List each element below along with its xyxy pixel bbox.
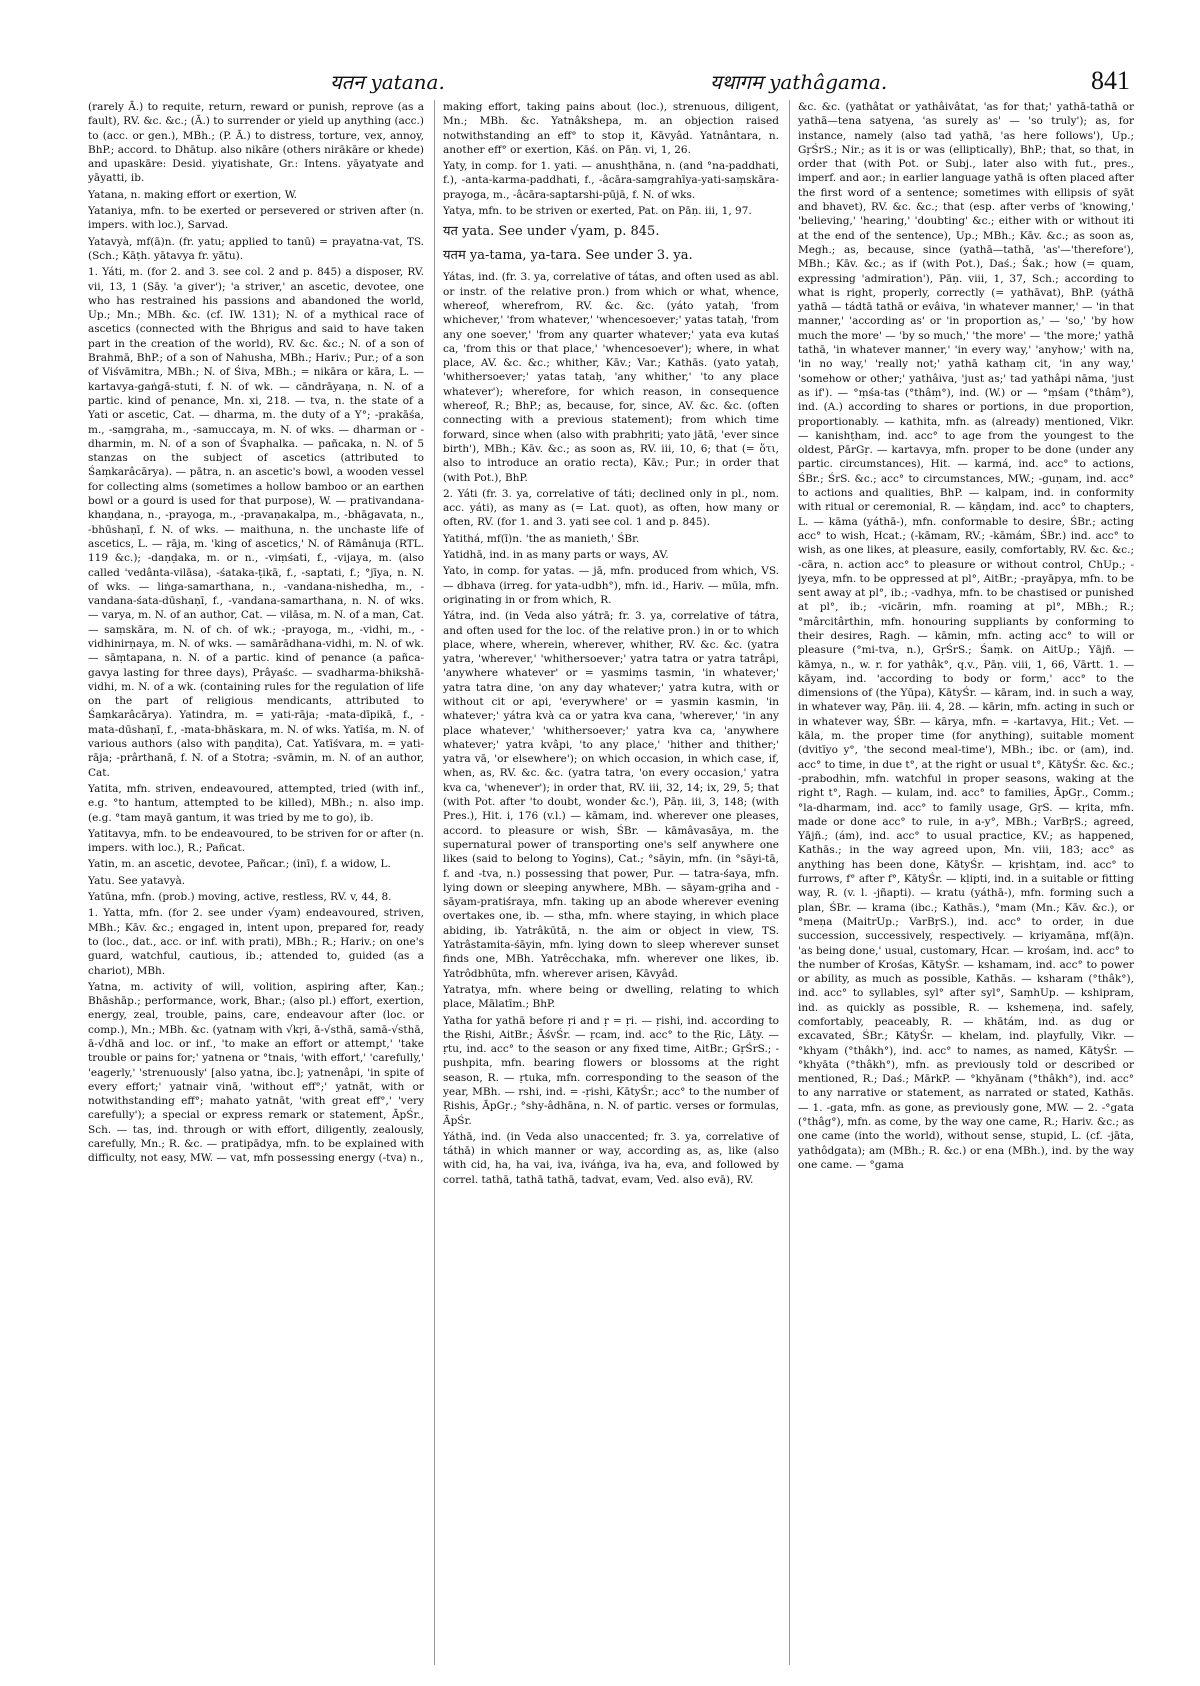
column-2 [443, 100, 779, 1665]
running-head-right: यथागम yathâgama. [710, 70, 888, 94]
column-divider [789, 100, 790, 1665]
entry-paragraph: Yátra, ind. (in Veda also yátrā; fr. 3. ya, correlative of tátra, and often used for the loc. of the relative pron.) in or to which place, where, wherein, wherever, whither, RV. &c. &c. (yatra yatra, 'wherever,' 'whithersoever;' yatra tatra or yatra tatrâpi, 'anywhere whatever' or = yasmiṃs tasmin, 'in whatever;' yatra tatra dine, 'on any day whatever;' yatra kutra, with or without cit or api, 'everywhere' or = yasmin kasmin, 'in whatever;' yátra kvà ca or yatra kva cana, 'wherever,' 'in any place whatever,' 'whithersoever;' yatra kva ca, 'anywhere whatever;' yatra kvâpi, 'to any place,' 'hither and thither;' yatra vā, 'or elsewhere'); on which occasion, in which case, if, when, as, RV. &c. &c. (yatra tatra, 'on every occasion,' yatra kva ca, 'whenever'); in order that, RV. iii, 32, 14; ix, 29, 5; that (with Pot. after 'to doubt, wonder &c.'), Pāṇ. iii, 3, 148; (with Pres.), Hit. i, 176 (v.l.) — kāmam, ind. wherever one pleases, accord. to pleasure or wish, ŚBr. — kāmâvasāya, m. the supernatural power of transporting one's self anywhere one likes (said to belong to Yogins), Cat.; °sāyin, mfn. (in °sāyi-tā, f. and -tva, n.) possessing that power, Pur. — tatra-śaya, mfn. lying down or sleeping anywhere, MBh. — sāyam-gṛiha and -sāyam-pratiśraya, mfn. taking up an abode wherever evening overtakes one, ib. — stha, mfn. where staying, in which place abiding, ib. Yatrâkūtā, n. the aim or object in view, TS. Yatrâstamita-śāyin, mfn. lying down to sleep wherever sunset finds one, MBh. Yatrêcchaka, mfn. wherever one likes, ib. Yatrôdbhūta, mfn. wherever arisen, Kāvyâd. [443, 610, 779, 980]
headword-line: यतम ya-tama, ya-tara. See under 3. ya. [443, 248, 693, 264]
entry-paragraph: Yatna, m. activity of will, volition, aspiring after, Kaṇ.; Bhāshāp.; performance, work, Bhar.; (also pl.) effort, exertion, energy, zeal, trouble, pains, care, endeavour after (loc. or comp.), Mn.; MBh. &c. (yatnaṃ with √kṛi, ā-√sthā, samā-√sthā, ā-√dhā and loc. or inf., 'to make an effort or attempt,' 'take trouble or pains for;' yatnena or °tnais, 'with effort,' 'carefully,' 'eagerly,' 'strenuously' [also yatna, ibc.]; yatnenâpi, 'in spite of every effort;' yatnair vinā, 'without eff°;' yatnāt, with or notwithstanding eff°; mahato yatnāt, 'with great eff°,' 'very carefully'); a special or express remark or statement, ĀpŚr., Sch. — tas, ind. through or with effort, diligently, zealously, carefully, Mn.; R. &c. — pratipādya, mfn. to be explained with difficulty, not easy, MW. — vat, mfn possessing energy (-tva) n., [88, 980, 424, 1165]
entry-paragraph: Yatithá, mf(ī)n. 'the as manieth,' ŚBr. [443, 532, 640, 545]
entry-paragraph: Yáthā, ind. (in Veda also unaccented; fr. 3. ya, correlative of táthā) in which manner or way, according as, as, like (also with cid, ha, ha vai, iva, iváṅga, iva ha, eva, and followed by correl. tathā, tathā tathā, tadvat, evam, Ved. also evā), RV. [443, 1130, 779, 1186]
running-head-left: यतन yatana. [330, 70, 445, 94]
entry-paragraph: 1. Yáti, m. (for 2. and 3. see col. 2 and p. 845) a disposer, RV. vii, 13, 1 (Sāy. 'a giver'); 'a striver,' an ascetic, devotee, one who has restrained his passions and abandoned the world, Up.; Mn.; MBh. &c. (cf. IW. 131); N. of a mythical race of ascetics (connected with the Bhṛigus and said to have taken part in the creation of the world), RV. &c. &c.; N. of a son of Brahmā, BhP.; of a son of Nahusha, MBh.; Hariv.; Pur.; of a son of Viśvāmitra, MBh.; N. of Śiva, MBh.; = nikāra or kāra, L. — kartavya-gaṅgā-stuti, f. N. of wk. — cāndrāyaṇa, n. N. of a partic. kind of penance, Mn. xi, 218. — tva, n. the state of a Yati or ascetic, Cat. — dharma, m. the duty of a Y°; -prakāśa, m., -saṃgraha, m., -samuccaya, m. N. of wks. — dharman or -dharmin, m. N. of a son of Śvaphalka. — pañcaka, n. N. of 5 stanzas on the subject of ascetics (attributed to Śaṃkarâcārya). — pātra, n. an ascetic's bowl, a wooden vessel for collecting alms (sometimes a hollow bamboo or an earthen bowl or a gourd is used for that purpose), W. — prativandana-khaṇḍana, n., -prayoga, m., -pravaṇakalpa, m., -bhāgavata, n., -bhūshaṇī, f. N. of wks. — maithuna, n. the unchaste life of ascetics, L. — rāja, m. 'king of ascetics,' N. of Rāmânuja (RTL. 119 &c.); -daṇḍaka, m. or n., -viṃśati, f., -vijaya, m. (also called 'vedânta-vilāsa), -śataka-ṭikā, f., -saptati, f.; °jīya, n. N. of wks. — liṅga-samarthana, n., -vandana-nishedha, m., -vandana-śata-dūshaṇī, f., -vandana-samarthana, n. N. of wks. — varya, m. N. of an author, Cat. — vilāsa, m. N. of a man, Cat. — saṃskāra, m. N. of ch. of wk.; -prayoga, m., -vidhi, m., -vidhinirṇaya, m. N. of wks. — samārādhana-vidhi, m. N. of wk. — sāṃtapana, n. N. of a partic. kind of penance (a pañca-gavya lasting for three days), Prâyaśc. — svadharma-bhikshā-vidhi, m. N. of a wk. (containing rules for the regulation of life on the part of religious mendicants, attributed to Śaṃkarâcārya). Yatindra, m. = yati-rāja; -mata-dīpikā, f., -mata-dūshaṇī, f., -mata-bhāskara, m. N. of wks. Yatīśa, m. N. of various authors (also with paṇḍita), Cat. Yatīśvara, m. = yati-rāja; -prârthanā, f. N. of a Stotra; -svāmin, m. N. of an author, Cat. [88, 266, 424, 779]
entry-paragraph: Yaty, in comp. for 1. yati. — anushṭhāna, n. (and °na-paddhati, f.), -anta-karma-paddhati, f., -âcāra-saṃgrahīya-yati-saṃskāra-prayoga, m., -âcāra-saptarshi-pūjā, f. N. of wks. [443, 160, 779, 201]
dictionary-columns [88, 100, 1134, 1665]
page-number: 841 [1091, 66, 1130, 95]
page-header [70, 58, 1130, 94]
entry-paragraph: Yatin, m. an ascetic, devotee, Pañcar.; (inī), f. a widow, L. [88, 858, 391, 871]
entry-paragraph: Yatitavya, mfn. to be endeavoured, to be striven for or after (n. impers. with loc.), R.; Pañcat. [88, 827, 424, 855]
entry-paragraph: 1. Yatta, mfn. (for 2. see under √yam) endeavoured, striven, MBh.; Kāv. &c.; engaged in, intent upon, prepared for, ready to (loc., dat., acc. or inf. with prati), MBh.; R.; Hariv.; on one's guard, watchful, cautious, ib.; attended to, guided (as a chariot), MBh. [88, 907, 424, 977]
entry-paragraph: Yatavyà, mf(ā)n. (fr. yatu; applied to tanū) = prayatna-vat, TS. (Sch.; Kāṭh. yātavya fr. yātu). [88, 235, 424, 262]
column-3 [798, 100, 1134, 1665]
entry-paragraph: Yatratya, mfn. where being or dwelling, relating to which place, Mālatīm.; BhP. [443, 983, 779, 1011]
entry-paragraph: Yatha for yathā before ṛi and ṛ = ṛi. — ṛishi, ind. according to the Ṛishi, AitBr.; ĀśvŚr. — ṛcam, ind. acc° to the Ṛic, Lāṭy. — ṛtu, ind. acc° to the season or any fixed time, AitBr.; GṛŚrS.; -pushpita, mfn. bearing flowers or blossoms at the right season, R. — ṛtuka, mfn. corresponding to the season of the year, MBh. — rshi, ind. = -ṛishi, KātyŚr.; acc° to the number of Ṛishis, ĀpGṛ.; °shy-âdhāna, n. N. of partic. verses or formulas, ĀpŚr. [443, 1014, 779, 1127]
entry-paragraph: Yatidhā, ind. in as many parts or ways, AV. [443, 549, 669, 562]
entry-paragraph: Yatūna, mfn. (prob.) moving, active, restless, RV. v, 44, 8. [88, 891, 392, 904]
entry-paragraph: Yátas, ind. (fr. 3. ya, correlative of tátas, and often used as abl. or instr. of the relative pron.) from which or what, whence, whereof, wherefrom, RV. &c. &c. (yáto yataḥ, 'from whichever,' 'from whatever,' 'whencesoever;' yatas tataḥ, 'from any one soever,' 'from any quarter whatever;' yata eva kutaś ca, 'from this or that place,' 'whencesoever'); where, in what place, AV. &c. &c.; whither, Kāv.; Var.; Kathās. (yato yataḥ, 'whithersoever;' yatas tataḥ, 'any whither,' 'to any place whatever'); wherefore, for which reason, in consequence whereof, R.; BhP.; as, because, for, since, AV. &c. &c. (often connecting with a previous statement); from which time forward, since when (also with prabhṛiti; yato jātā, 'ever since birth'), MBh.; Kāv. &c.; as soon as, RV. iii, 10, 6; that (= ὅτι, also to introduce an oratio recta), Kāv.; Pur.; in order that (with Pot.), BhP. [443, 271, 779, 484]
entry-paragraph: Yatu. See yatavyà. [88, 874, 186, 887]
column-divider [434, 100, 435, 1665]
entry-paragraph: Yatita, mfn. striven, endeavoured, attempted, tried (with inf., e.g. °to hantum, attempted to be killed), MBh.; n. also imp. (e.g. °tam mayā gantum, it was tried by me to go), ib. [88, 782, 424, 824]
entry-paragraph: Yataniya, mfn. to be exerted or persevered or striven after (n. impers. with loc.), Sarvad. [88, 205, 424, 232]
entry-paragraph: 2. Yáti (fr. 3. ya, correlative of táti; declined only in pl., nom. acc. yáti), as many as (= Lat. quot), as often, how many or often, RV. (for 1. and 3. yati see col. 1 and p. 845). [443, 487, 779, 529]
column-1 [88, 100, 424, 1665]
entry-paragraph: Yatana, n. making effort or exertion, W. [88, 188, 298, 201]
entry-paragraph: making effort, taking pains about (loc.), strenuous, diligent, Mn.; MBh. &c. Yatnâkshepa, m. an objection raised notwithstanding an eff° to stop it, Kāvyâd. Yatnântara, n. another eff° or exertion, Kāś. on Pāṇ. vi, 1, 26. [443, 101, 779, 156]
entry-paragraph: Yato, in comp. for yatas. — jā, mfn. produced from which, VS. — dbhava (irreg. for yata-udbh°), mfn. id., Hariv. — mūla, mfn. originating in or from which, R. [443, 565, 779, 606]
entry-paragraph: &c. &c. (yathâtat or yathâivâtat, 'as for that;' yathā-tathā or yathā—tena satyena, 'as surely as' — 'so truly'); as, for instance, namely (also tad yathā, 'as here follows'), Up.; GṛŚrS.; Nir.; as it is or was (elliptically), BhP.; that, so that, in order that (with Pot. or Subj., later also with fut., pres., imperf. and aor.; in earlier language yathā is often placed after the first word of a sentence; sometimes with ellipsis of syāt and bhavet), RV. &c. &c.; that (esp. after verbs of 'knowing,' 'believing,' 'hearing,' 'doubting' &c.; either with or without iti at the end of the sentence), Up.; MBh.; Kāv. &c.; as soon as, Megh.; as, because, since (yathā—tathā, 'as'—'therefore'), MBh.; Kāv. &c.; as if (with Pot.), Daś.; Śak.; how (= quam, expressing 'admiration'), Pāṇ. viii, 1, 37, Sch.; according to what is right, properly, correctly (= yathāvat), BhP. (yáthā yathā — tádtā tathā or evâiva, 'in whatever manner,' — 'in that manner,' 'according as' or 'in proportion as,' — 'so,' 'by how much the more' — 'by so much,' 'the more' — 'the more;' yathā tathā, 'in whatever manner,' 'in every way,' 'anyhow;' with na, 'in no way,' 'really not;' yathā kathaṃ cit, 'in any way,' 'somehow or other;' yathâiva, 'just as;' tad yathâpi nāma, 'just as if'). — °ṃśa-tas (°thâṃ°), ind. (W.) or — °ṃśam (°thâṃ°), ind. (A.) according to shares or portions, in due proportion, proportionably. — kathita, mfn. as (already) mentioned, Vikr. — kanishṭham, ind. acc° to age from the youngest to the oldest, PārGṛ. — kartavya, mfn. proper to be done (under any partic. circumstances), Hit. — karmá, ind. acc° to actions, ŚBr.; ŚrS. &c.; acc° to circumstances, MW.; -guṇam, ind. acc° to actions and qualities, BhP. — kalpam, ind. in conformity with ritual or ceremonial, R. — kāṇḍam, ind. acc° to chapters, L. — kāma (yáthā-), mfn. conformable to desire, ŚBr.; acting acc° to wish, Hcat.; (-kāmam, RV.; -kāmám, ŚBr.) ind. acc° to wish, as one likes, at pleasure, easily, comfortably, RV. &c. &c.; -cāra, n. action acc° to pleasure or without control, ChUp.; -jyeya, mfn. to be oppressed at pl°, AitBr.; -prayāpya, mfn. to be sent away at pl°, ib.; -vadhya, mfn. to be chastised or punished at pl°, ib.; -vicārin, mfn. roaming at pl°, MBh.; R.; °mârcitârthin, mfn. honouring suppliants by conforming to their desires, Ragh. — kāmin, mfn. acting acc° to will or pleasure (°mi-tva, n.), GṛŚrS.; Śaṃk. on AitUp.; Yājñ. — kāmya, n., w. r. for yathâk°, q.v., Pāṇ. viii, 1, 66, Vārtt. 1. — kāyam, ind. 'according to body or form,' acc° to the dimensions of (the Yūpa), KātyŚr. — kāram, ind. in such a way, in whatever way, Pāṇ. iii. 4, 28. — kārin, mfn. acting in such or in whatever way, ŚBr. — kārya, mfn. = -kartavya, Hit.; Vet. — kāla, m. the proper time (for anything), suitable moment (dvitīyo y°, 'the second meal-time'), MBh.; ibc. or (am), ind. acc° to time, in due t°, at the right or usual t°, KātyŚr. &c. &c.; -prabodhin, mfn. watchful in proper seasons, waking at the right t°, Ragh. — kulam, ind. acc° to families, ĀpGṛ., Comm.; °la-dharmam, ind. acc° to family usage, GṛS. — kṛita, mfn. made or done acc° to rule, in a-y°, MBh.; VarBṛS.; agreed, Yājñ.; (ám), ind. acc° to usual practice, KV.; as happened, Kathās.; in the way agreed upon, Mn. viii, 183; acc° as anything has been done, KātyŚr. — kṛishṭam, ind. acc° to furrows, f° after f°, KātyŚr. — kḷipti, ind. in a suitable or fitting way, R. (v. l. -jñapti). — kratu (yáthā-), mfn. forming such a plan, ŚBr. — krama (ibc.; Kathās.), °mam (Mn.; Kāv. &c.), or °meṇa (MaitrUp.; VarBṛS.), ind. acc° to order, in due succession, successively, respectively. — kriyamāṇa, mf(ā)n. 'as being done,' usual, customary, Hcar. — krośam, ind. acc° to the number of Krośas, KātyŚr. — kshamam, ind. acc° to power or ability, as much as possible, Kathās. — ksharam (°thâk°), ind. acc° to syllables, syl° after syl°, SaṃhUp. — kshipram, ind. as quickly as possible, R. — kshemeṇa, ind. safely, comfortably, peaceably, R. — khātám, ind. as dug or excavated, ŚBr.; KātyŚr. — khelam, ind. playfully, Vikr. — °khyam (°thâkh°), ind. acc° to names, as named, KātyŚr. — °khyāta (°thâkh°), mfn. as previously told or described or mentioned, R.; Daś.; MārkP. — °khyānam (°thâkh°), ind. acc° to any narrative or statement, as narrated or stated, Kathās. — 1. -gata, mfn. as gone, as previously gone, MW. — 2. -°gata (°thâg°), mfn. as come, by the way one came, R.; Hariv. &c.; as one came (into the world), without sense, stupid, L. (cf. -jāta, yathôdgata); am (MBh.; R. &c.) or ena (MBh.), ind. by the way one came. — °gama [798, 101, 1134, 1171]
entry-paragraph: (rarely Ā.) to requite, return, reward or punish, reprove (as a fault), RV. &c. &c.; (Ā.) to surrender or yield up anything (acc.) to (acc. or gen.), MBh.; (P. Ā.) to distress, torture, vex, annoy, BhP.; accord. to Dhātup. also nikāre (others nirākāre or khede) and upaskāre: Desid. yiyatishate, Gr.: Intens. yāyatyate and yāyatti, ib. [88, 101, 424, 185]
headword-line: यत yata. See under √yam, p. 845. [443, 224, 660, 240]
entry-paragraph: Yatya, mfn. to be striven or exerted, Pat. on Pāṇ. iii, 1, 97. [443, 205, 752, 218]
